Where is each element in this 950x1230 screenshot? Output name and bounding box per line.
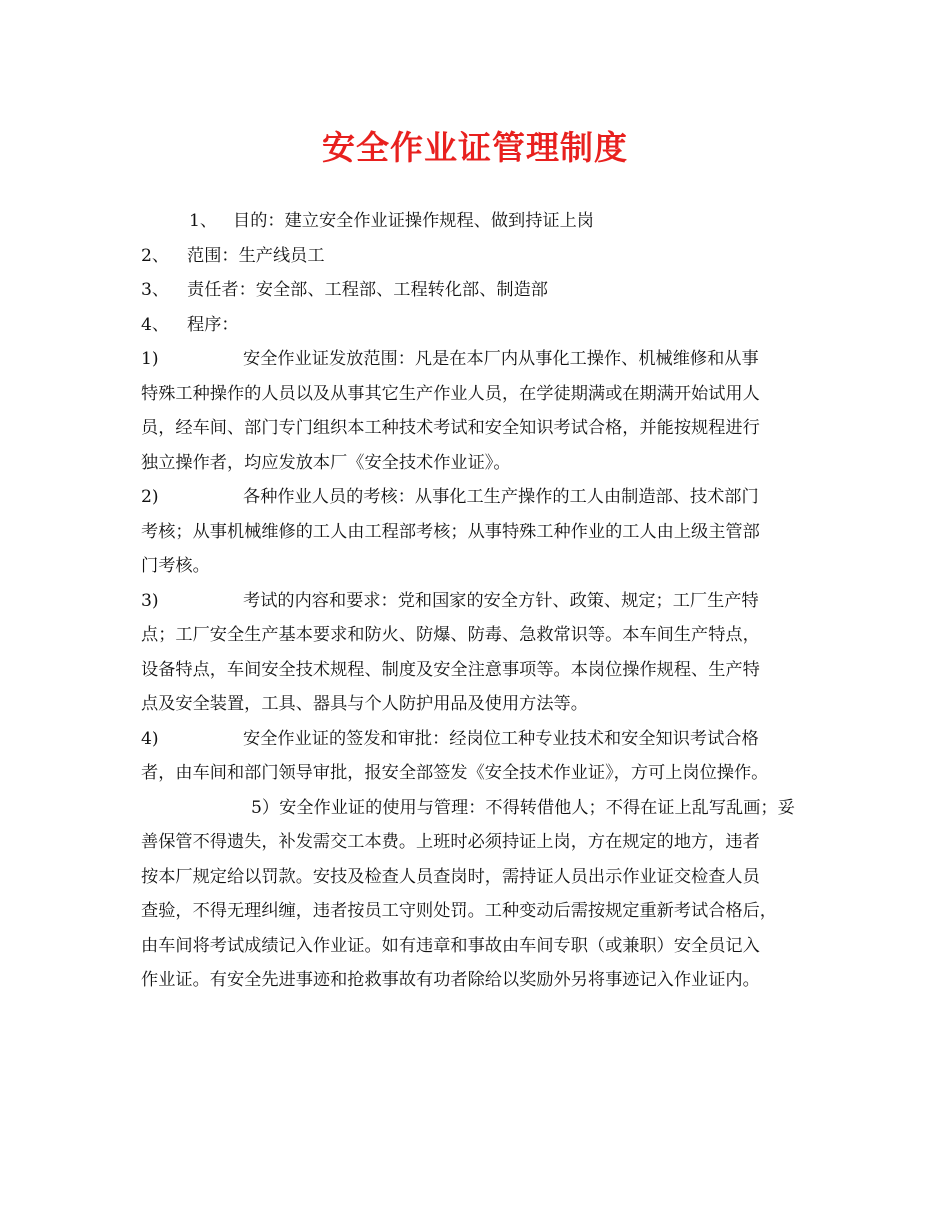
- paragraph-line: 员，经车间、部门专门组织本工种技术考试和安全知识考试合格，并能按规程进行: [141, 418, 760, 438]
- section-text: 目的：建立安全作业证操作规程、做到持证上岗: [233, 211, 594, 231]
- step-number: 3): [141, 590, 159, 611]
- paragraph-line: 点；工厂安全生产基本要求和防火、防爆、防毒、急救常识等。本车间生产特点，: [141, 625, 760, 645]
- paragraph-line: [141, 722, 821, 757]
- step-text: 安全作业证的使用与管理：不得转借他人；不得在证上乱写乱画；妥: [279, 797, 795, 818]
- step-text: 考试的内容和要求：党和国家的安全方针、政策、规定；工厂生产特: [243, 590, 759, 611]
- paragraph-line: 者，由车间和部门领导审批，报安全部签发《安全技术作业证》，方可上岗位操作。: [141, 763, 769, 783]
- step-number: 2): [141, 487, 159, 507]
- document-body: [141, 204, 821, 998]
- paragraph-line: 设备特点，车间安全技术规程、制度及安全注意事项等。本岗位操作规程、生产特: [141, 659, 760, 680]
- step-number: 5）: [251, 797, 280, 818]
- section-number: 3、: [141, 280, 170, 300]
- paragraph-line: 由车间将考试成绩记入作业证。如有违章和事故由车间专职（或兼职）安全员记入: [141, 935, 760, 956]
- document-title: 安全作业证管理制度: [322, 128, 628, 167]
- step-text: 各种作业人员的考核：从事化工生产操作的工人由制造部、技术部门: [243, 487, 759, 507]
- section-purpose: [141, 204, 821, 239]
- step-text: 安全作业证发放范围：凡是在本厂内从事化工操作、机械维修和从事: [243, 349, 759, 369]
- procedure-step-2: [141, 480, 821, 584]
- paragraph-line: 特殊工种操作的人员以及从事其它生产作业人员，在学徒期满或在期满开始试用人: [141, 383, 760, 404]
- step-number: 1): [141, 349, 159, 369]
- paragraph-line: 按本厂规定给以罚款。安技及检查人员查岗时，需持证人员出示作业证交检查人员: [141, 866, 760, 887]
- section-scope: [141, 239, 821, 274]
- step-text: 安全作业证的签发和审批：经岗位工种专业技术和安全知识考试合格: [243, 728, 759, 749]
- procedure-step-4: [141, 722, 821, 791]
- paragraph-line: 作业证。有安全先进事迹和抢救事故有功者除给以奖励外另将事迹记入作业证内。: [141, 970, 760, 990]
- paragraph-line: 门考核。: [141, 556, 210, 576]
- paragraph-line: [141, 584, 821, 619]
- section-number: 1、: [189, 211, 218, 231]
- procedure-step-3: [141, 584, 821, 722]
- section-text: 程序：: [187, 314, 239, 335]
- paragraph-line: [141, 342, 821, 377]
- section-number: 4、: [141, 314, 170, 335]
- paragraph-line: 善保管不得遗失，补发需交工本费。上班时必须持证上岗，方在规定的地方，违者: [141, 832, 760, 852]
- section-procedure: [141, 308, 821, 343]
- section-number: 2、: [141, 245, 170, 266]
- paragraph-line: 考核；从事机械维修的工人由工程部考核；从事特殊工种作业的工人由上级主管部: [141, 521, 760, 542]
- paragraph-line: 独立操作者，均应发放本厂《安全技术作业证》。: [141, 452, 511, 473]
- procedure-step-1: [141, 342, 821, 480]
- section-text: 责任者：安全部、工程部、工程转化部、制造部: [187, 280, 548, 300]
- section-text: 范围：生产线员工: [187, 245, 325, 266]
- paragraph-line: 点及安全装置，工具、器具与个人防护用品及使用方法等。: [141, 694, 588, 714]
- section-responsible: [141, 273, 821, 308]
- step-number: 4): [141, 728, 159, 749]
- paragraph-line: [141, 480, 821, 515]
- procedure-step-5: [141, 791, 821, 998]
- paragraph-line: 查验，不得无理纠缠，违者按员工守则处罚。工种变动后需按规定重新考试合格后，: [141, 901, 777, 921]
- paragraph-line: [141, 791, 821, 826]
